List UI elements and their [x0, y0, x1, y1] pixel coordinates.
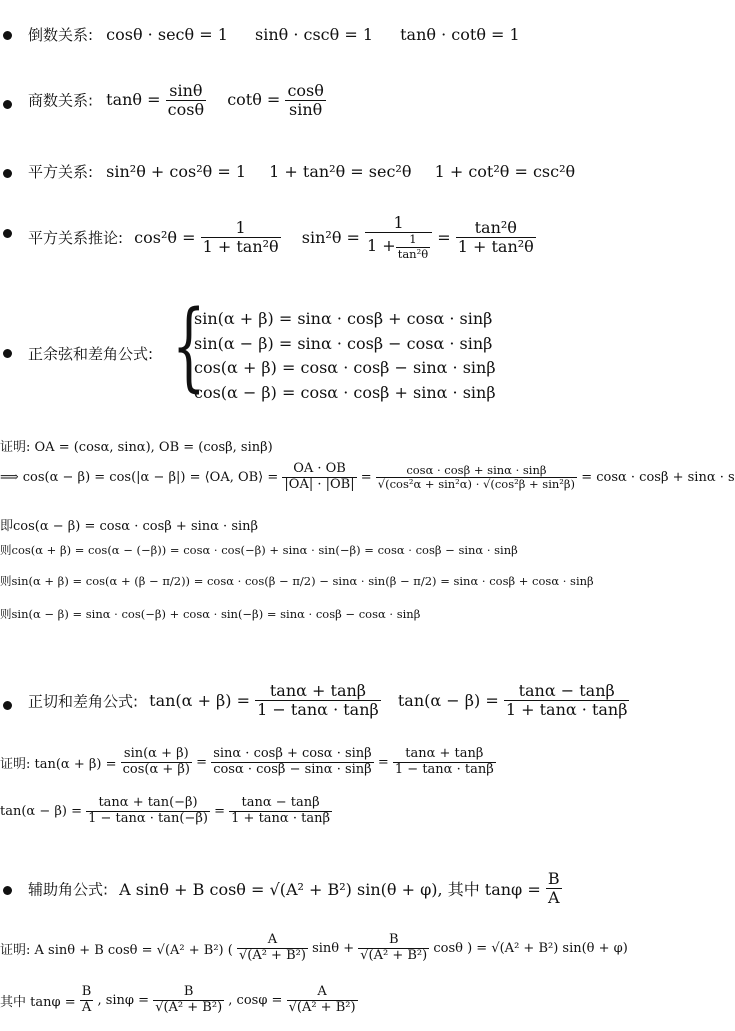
proof1-line-6: 则sin(α − β) = sinα · cos(−β) + cosα · sin(−β) = sinα · cosβ − cosα · sinβ: [0, 607, 421, 621]
si-f1-lhs: cos²θ =: [134, 227, 196, 247]
sum-diff-lines: [194, 307, 496, 405]
si-f3-eq: =: [437, 227, 451, 247]
proof2-line-2: tan(α − β) = $\frac{\tan\alpha + \tan(-\beta)}{1 - \tan\alpha \cdot \tan(-\beta)}$ = $\frac{\tan\alpha - \tan\beta}{1 + \tan\alpha \cdot \tan\beta}$: [0, 795, 330, 826]
reciprocal-formula-3: tanθ · cotθ = 1: [400, 25, 520, 44]
si-f1-fraction: $\frac{1}{\text{1 + tan²θ}}$: [202, 217, 279, 256]
proof1-line-5: 则sin(α + β) = cos(α + (β − π/2)) = cosα · cos(β − π/2) − sinα · sin(β − π/2) = sinα · cosβ + cosα · sinβ: [0, 574, 594, 588]
square-formula-3: 1 + cot²θ = csc²θ: [434, 162, 576, 181]
quotient-row: [28, 82, 326, 120]
si-f3-fraction: $\frac{\text{tan²θ}}{\text{1 + tan²θ}}$: [457, 217, 534, 256]
bullet: [3, 701, 12, 710]
auxiliary-fraction: $\frac{B}{A}$: [547, 869, 560, 908]
sum-diff-line-3: cos(α + β) = cosα · cosβ − sinα · sinβ: [194, 358, 496, 377]
bullet: [3, 886, 12, 895]
quotient-label: 商数关系:: [28, 91, 94, 110]
square-inference-row: [28, 214, 536, 261]
bullet: [3, 31, 12, 40]
si-f2-fraction: 1 1 + $\frac{1}{\text{tan²θ}}$: [365, 214, 432, 261]
quotient-f1-fraction: $\frac{\sin\theta}{\cos\theta}$: [167, 81, 205, 120]
sum-diff-line-1: sin(α + β) = sinα · cosβ + cosα · sinβ: [194, 309, 493, 328]
left-brace: {: [172, 290, 206, 402]
bullet: [3, 229, 12, 238]
proof3-line-1: 证明: A sinθ + B cosθ = √(A² + B²) ( $\frac{A}{\text{√(A² + B²)}}$ sinθ + $\frac{B}{\text{√(A² + B²)}}$ cosθ ) = √(A² + B²) sin(θ + φ): [0, 932, 628, 963]
bullet: [3, 100, 12, 109]
sum-diff-label: 正余弦和差角公式:: [28, 345, 154, 363]
square-label: 平方关系:: [28, 163, 94, 181]
quotient-f2-fraction: $\frac{\cos\theta}{\sin\theta}$: [287, 81, 324, 120]
square-inference-label: 平方关系推论:: [28, 228, 124, 247]
proof3-line-2: 其中 tanφ = $\frac{B}{A}$ , sinφ = $\frac{B}{\text{√(A² + B²)}}$ , cosφ = $\frac{A}{\text{√(A² + B²)}}$: [0, 984, 356, 1015]
proof1-line-2: ⟹ cos(α − β) = cos(|α − β|) = ⟨OA, OB⟩ = $\frac{OA \cdot OB}{|OA| \cdot |OB|}$ = $\frac{\cos\alpha \cdot \cos\beta + \sin\alpha \cdot \sin\beta}{\text{√(cos²α + sin²α) · √(cos²β + sin²β)}}$ = cosα · cosβ + sinα · s: [0, 461, 735, 492]
auxiliary-row: [28, 870, 562, 908]
tangent-f1-lhs: tan(α + β) =: [149, 691, 251, 711]
square-row: [28, 161, 575, 182]
square-formula-2: 1 + tan²θ = sec²θ: [269, 162, 412, 181]
auxiliary-label: 辅助角公式:: [28, 880, 109, 899]
proof1-line-1: 证明: OA = (cosα, sinα), OB = (cosβ, sinβ): [0, 440, 273, 455]
reciprocal-label: 倒数关系:: [28, 26, 94, 44]
tangent-row: [28, 682, 629, 720]
reciprocal-formula-1: cosθ · secθ = 1: [106, 25, 228, 44]
sum-diff-line-2: sin(α − β) = sinα · cosβ − cosα · sinβ: [194, 333, 493, 353]
reciprocal-formula-2: sinθ · cscθ = 1: [254, 25, 374, 44]
proof2-line-1: 证明: tan(α + β) = $\frac{\sin(\alpha + \beta)}{\cos(\alpha + \beta)}$ = $\frac{\sin\alpha \cdot \cos\beta + \cos\alpha \cdot \sin\beta}{\cos\alpha \cdot \cos\beta - \sin\alpha \cdot \sin\beta}$ = $\frac{\tan\alpha + \tan\beta}{1 - \tan\alpha \cdot \tan\beta}$: [0, 746, 494, 777]
proof1-line-3: 即cos(α − β) = cosα · cosβ + sinα · sinβ: [0, 519, 259, 534]
tangent-f2-lhs: tan(α − β) =: [397, 691, 499, 711]
bullet: [3, 349, 12, 358]
quotient-f1-lhs: tanθ =: [106, 90, 161, 110]
tangent-f1-fraction: $\frac{\tan\alpha + \tan\beta}{1 - \tan\alpha \cdot \tan\beta}$: [257, 681, 379, 720]
tangent-label: 正切和差角公式:: [28, 692, 139, 711]
sum-diff-line-4: cos(α − β) = cosα · cosβ + sinα · sinβ: [194, 382, 496, 402]
reciprocal-row: [28, 24, 520, 45]
bullet: [3, 169, 12, 178]
square-formula-1: sin²θ + cos²θ = 1: [106, 162, 247, 181]
proof1-line-4: 则cos(α + β) = cos(α − (−β)) = cosα · cos(−β) + sinα · sin(−β) = cosα · cosβ − sinα · sinβ: [0, 543, 518, 557]
si-f2-lhs: sin²θ =: [301, 227, 360, 247]
tangent-f2-fraction: $\frac{\tan\alpha - \tan\beta}{1 + \tan\alpha \cdot \tan\beta}$: [505, 681, 628, 720]
auxiliary-formula: A sinθ + B cosθ = √(A² + B²) sin(θ + φ), 其中 tanφ =: [119, 880, 541, 900]
quotient-f2-lhs: cotθ =: [227, 90, 281, 110]
